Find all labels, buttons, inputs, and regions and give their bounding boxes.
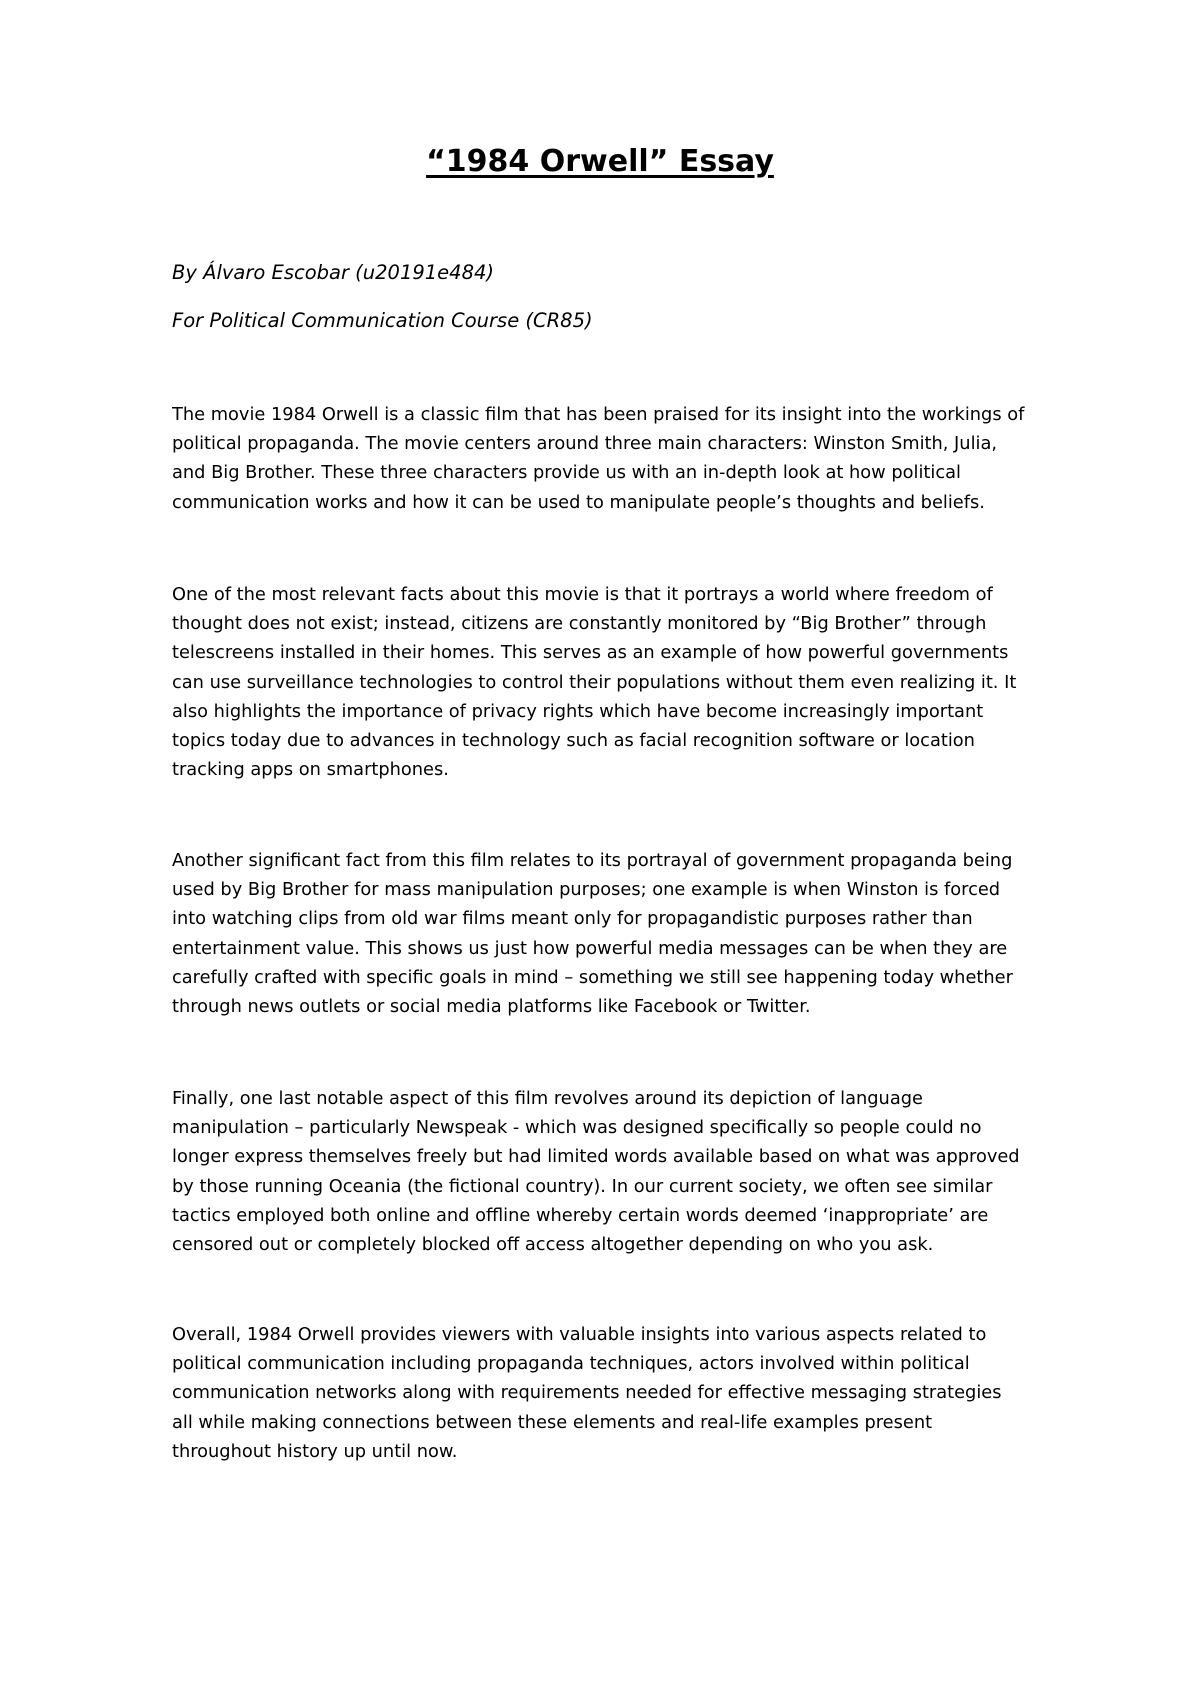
paragraph-line: carefully crafted with specific goals in mind – something we still see happening today whether: [172, 966, 1013, 988]
paragraph-introduction: [172, 400, 1072, 517]
paragraph-line: communication networks along with requirements needed for effective messaging strategies: [172, 1382, 1002, 1404]
paragraph-line: One of the most relevant facts about this movie is that it portrays a world where freedom of: [172, 584, 993, 605]
paragraph-line: telescreens installed in their homes. This serves as an example of how powerful governments: [172, 642, 1009, 664]
paragraph-line: communication works and how it can be used to manipulate people’s thoughts and beliefs.: [172, 491, 985, 513]
paragraph-line: manipulation – particularly Newspeak - which was designed specifically so people could no: [172, 1117, 982, 1139]
paragraph-line: Finally, one last notable aspect of this film revolves around its depiction of language: [172, 1088, 923, 1109]
paragraph-line: Overall, 1984 Orwell provides viewers with valuable insights into various aspects related to: [172, 1324, 987, 1345]
paragraph-line: political communication including propaganda techniques, actors involved within political: [172, 1353, 970, 1375]
paragraph-line: The movie 1984 Orwell is a classic film that has been praised for its insight into the workings of: [172, 404, 1025, 425]
paragraph-line: and Big Brother. These three characters provide us with an in-depth look at how political: [172, 462, 961, 484]
paragraph-line: through news outlets or social media platforms like Facebook or Twitter.: [172, 996, 811, 1018]
paragraph-line: thought does not exist; instead, citizens are constantly monitored by “Big Brother” through: [172, 613, 987, 635]
author-line: By Álvaro Escobar (u20191e484): [172, 261, 495, 284]
paragraph-line: political propaganda. The movie centers around three main characters: Winston Smith, Julia,: [172, 433, 998, 455]
paragraph-line: throughout history up until now.: [172, 1440, 458, 1462]
paragraph-conclusion: [172, 1320, 1072, 1466]
paragraph-line: longer express themselves freely but had limited words available based on what was approved: [172, 1146, 1020, 1168]
essay-title: “1984 Orwell” Essay: [426, 144, 774, 179]
paragraph-line: tracking apps on smartphones.: [172, 759, 449, 781]
paragraph-line: censored out or completely blocked off access altogether depending on who you ask.: [172, 1234, 934, 1256]
paragraph-language: [172, 1084, 1072, 1259]
paragraph-surveillance: [172, 580, 1072, 784]
course-line: For Political Communication Course (CR85): [172, 309, 593, 332]
paragraph-line: by those running Oceania (the fictional country). In our current society, we often see similar: [172, 1175, 993, 1197]
paragraph-line: Another significant fact from this film relates to its portrayal of government propaganda being: [172, 850, 1013, 871]
paragraph-line: entertainment value. This shows us just how powerful media messages can be when they are: [172, 937, 1008, 959]
paragraph-propaganda: [172, 846, 1072, 1021]
paragraph-line: can use surveillance technologies to control their populations without them even realizing it. It: [172, 671, 1017, 693]
paragraph-line: all while making connections between these elements and real-life examples present: [172, 1411, 933, 1433]
paragraph-line: tactics employed both online and offline whereby certain words deemed ‘inappropriate’ are: [172, 1204, 989, 1226]
paragraph-line: topics today due to advances in technology such as facial recognition software or location: [172, 730, 975, 752]
paragraph-line: into watching clips from old war films meant only for propagandistic purposes rather than: [172, 908, 973, 930]
paragraph-line: used by Big Brother for mass manipulation purposes; one example is when Winston is forced: [172, 879, 1001, 901]
paragraph-line: also highlights the importance of privacy rights which have become increasingly important: [172, 700, 984, 722]
